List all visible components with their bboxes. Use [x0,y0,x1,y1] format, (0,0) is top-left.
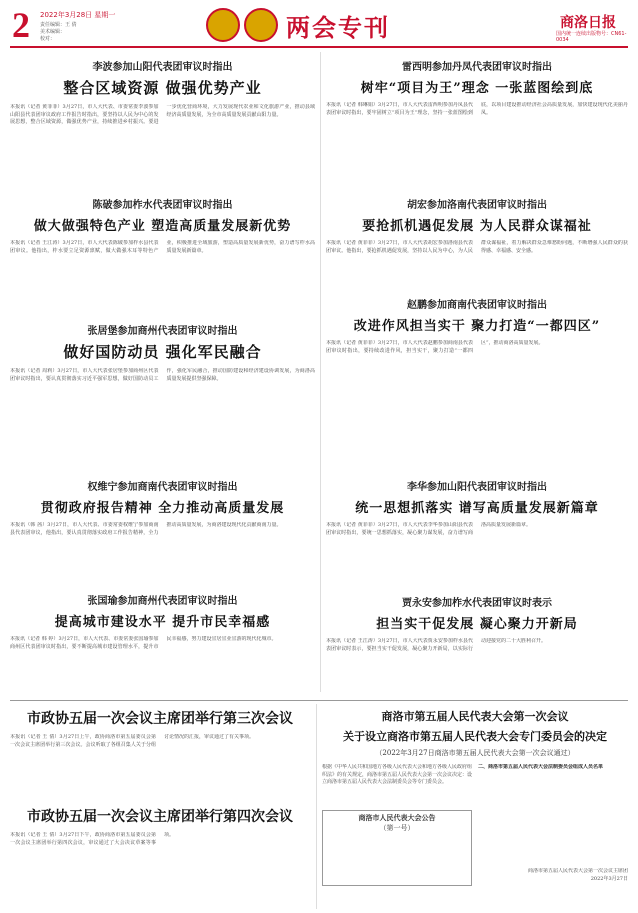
article-zhang-jubao [10,322,315,447]
notice-sub: （第一号） [379,824,415,832]
article-kicker: 赵鹏参加商南代表团审议时指出 [407,300,547,311]
section-title: 两会专刊 [286,14,390,42]
decision-subtitle: （2022年3月27日商洛市第五届人民代表大会第一次会议通过） [375,749,575,757]
article-headline: 贯彻政府报告精神 全力推动高质量发展 [40,501,285,516]
article-body: 本报讯（记者 黄菲菲）3月27日，市人大代表李华参加山阳县代表团审议时指出，要统一思想抓落实，凝心聚力谋发展，奋力谱写商洛高质量发展新篇章。 [326,522,532,536]
article-headline: 改进作风担当实干 聚力打造“一都四区” [353,319,601,334]
article-headline: 做好国防动员 强化军民融合 [63,343,262,361]
editor-meta: 责任编辑：王 倩 美术编辑： 校对： [40,22,77,42]
article-li-hua [326,478,628,603]
article-zhao-peng [326,296,628,446]
article-headline: 提高城市建设水平 提升市民幸福感 [54,615,271,630]
article-li-bo [10,58,315,183]
article-kicker: 李华参加山阳代表团审议时指出 [407,482,547,493]
page-number: 2 [12,5,30,45]
article-kicker: 胡宏参加洛南代表团审议时指出 [407,200,547,211]
article-kicker: 贾永安参加柞水代表团审议时表示 [402,598,552,609]
article-zhang-guoyu [10,592,315,692]
article-lei-ximing [326,58,628,178]
column-divider [320,52,321,692]
issue-date: 2022年3月28日 星期一 [40,11,116,19]
article-headline: 市政协五届一次会议主席团举行第四次会议 [27,809,293,825]
decision-headline-2: 关于设立商洛市第五届人民代表大会专门委员会的决定 [343,730,607,743]
article-body: 本报讯（记者 王 倩）3月27日上午，政协商洛市第五届委员会第一次会议主席团举行第三次会议。会议听取了各组召集人关于分组讨论情况的汇报，审议通过了有关事项。 [10,734,255,748]
article-hu-hong [326,196,628,306]
article-headline: 市政协五届一次会议主席团举行第三次会议 [27,711,293,727]
decision-body: 根据《中华人民共和国地方各级人民代表大会和地方各级人民政府组织法》的有关规定，商洛市第五届人民代表大会第一次会议决定：设立商洛市第五届人民代表大会法制委员会等专门委员会。 [322,764,472,786]
article-chen-po [10,196,315,316]
article-body: 本报讯（记者 周莉）3月27日，市人大代表张居堡参加商州区代表团审议时指出，要认真贯彻落实习近平强军思想，做好国防动员工作，强化军民融合，推动国防建设和经济建设协调发展，为商洛高质量发展提供坚强保障。 [10,368,315,382]
article-body: 本报讯（记者 王江涛）3月27日，市人大代表贾永安参加柞水县代表团审议时表示，要担当实干促发展，凝心聚力开新局，以实际行动迎接党的二十大胜利召开。 [326,638,547,652]
article-body: 本报讯（记者 黄菲菲）3月27日，市人大代表胡宏参加洛南县代表团审议。他指出，要抢抓机遇促发展，坚持以人民为中心，为人民群众谋福祉，着力解决群众急难愁盼问题，不断增强人民群众的获得感、幸福感、安全感。 [326,240,628,254]
bottom-section-rule [10,700,628,701]
article-body: 本报讯（韩 茜）3月27日，市人大代表、市委常委权维宁参加商南县代表团审议，他指出，要认真贯彻落实政府工作报告精神，全力推动高质量发展，为商洛建设现代化贡献商南力量。 [10,522,282,536]
article-kicker: 雷西明参加丹凤代表团审议时指出 [402,62,552,73]
article-headline: 做大做强特色产业 塑造高质量发展新优势 [33,219,292,234]
article-jia-yongan [326,594,628,694]
notice-box [322,810,472,886]
article-headline: 要抢抓机遇促发展 为人民群众谋福祉 [362,219,592,234]
article-headline: 统一思想抓落实 谱写高质量发展新篇章 [355,501,599,516]
article-kicker: 陈破参加柞水代表团审议时指出 [92,200,233,211]
article-body: 本报讯（记者 王江涛）3月27日，市人大代表陈破参加柞水县代表团审议。他指出，柞水要立足资源禀赋，做大做强木耳等特色产业，积极推进全域旅游，塑造高质量发展新优势，奋力谱写柞水高质量发展新篇章。 [10,240,315,254]
npc-decision [322,708,628,908]
article-kicker: 权维宁参加商南代表团审议时指出 [87,482,238,493]
emblem-icon [206,8,240,42]
decision-headline-1: 商洛市第五届人民代表大会第一次会议 [381,710,569,723]
cppcc-emblem-icon [244,8,278,42]
article-body: 本报讯（记者 黄菲菲）3月27日，市人大代表、市委常委李波参加山阳县代表团审议政府工作报告时指出，要坚持以人民为中心的发展思想，整合区域资源，做强优势产业，持续推进乡村振兴。要进一步优化营商环境，大力发展现代农业和文化旅游产业，推动县域经济高质量发展，为全市高质量发展贡献山阳力量。 [10,104,315,126]
paper-id: 国内统一连续出版物号：CN61-0034 [556,31,627,43]
notice-title: 商洛市人民代表大会公告 [358,813,436,822]
cppcc-third-meeting [10,708,310,798]
article-headline: 整合区域资源 做强优势产业 [63,79,262,97]
article-body: 本报讯（记者 韩琳娟）3月27日，市人大代表雷西明参加丹凤县代表团审议时指出，要牢固树立“项目为王”理念，坚持一张蓝图绘到底，以项目建设推动经济社会高质量发展，加快建设现代化美丽丹凤。 [326,102,628,116]
member-list-footer: 商洛市第五届人民代表大会第一次会议主席团 2022年3月27日 [527,868,628,882]
member-list-title: 二、商洛市第五届人民代表大会法制委员会组成人员名单 [478,764,604,770]
bottom-divider [316,704,317,909]
article-headline: 树牢“项目为王”理念 一张蓝图绘到底 [360,81,594,96]
article-kicker: 李波参加山阳代表团审议时指出 [92,62,233,73]
header-rule [10,46,628,48]
article-body: 本报讯（记者 韩 婷）3月27日，市人大代表、市委常委张国瑜参加商州区代表团审议时指出，要不断提高城市建设管理水平，提升市民幸福感，努力建设宜居宜业宜游的现代化城市。 [10,636,277,650]
paper-logo: 商洛日报 [560,15,616,31]
article-kicker: 张居堡参加商州代表团审议时指出 [87,326,238,337]
article-quan-weining [10,478,315,588]
article-body: 本报讯（记者 黄菲菲）3月27日，市人大代表赵鹏参加商南县代表团审议时指出，要持续改进作风，担当实干，聚力打造“一都四区”，推动商洛高质量发展。 [326,340,544,354]
cppcc-fourth-meeting [10,806,310,906]
article-body: 本报讯（记者 王 倩）3月27日下午，政协商洛市第五届委员会第一次会议主席团举行第四次会议，审议通过了大会决议草案等事项。 [10,832,175,846]
article-headline: 担当实干促发展 凝心聚力开新局 [376,617,578,632]
article-kicker: 张国瑜参加商州代表团审议时指出 [87,596,238,607]
